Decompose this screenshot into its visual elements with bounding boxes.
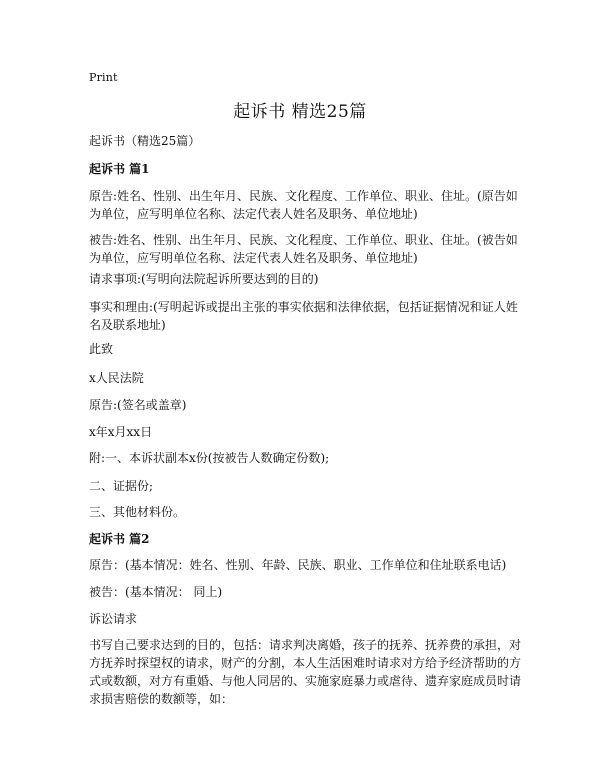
attachment-line-1: 附:一、本诉状副本x份(按被告人数确定份数);	[89, 451, 330, 465]
litigation-request-heading: 诉讼请求	[89, 612, 138, 626]
claims-paragraph: 请求事项:(写明向法院起诉所要达到的目的)	[89, 272, 319, 286]
page-title: 起诉书 精选25篇	[233, 102, 367, 122]
section-heading-1: 起诉书 篇1	[89, 162, 150, 176]
plaintiff-paragraph: 原告:姓名、性别、出生年月、民族、文化程度、工作单位、职业、住址。(原告如为单位，应写明单位名称、法定代表人姓名及职务、单位地址)	[89, 189, 518, 221]
attachment-line-3: 三、其他材料份。	[89, 505, 186, 519]
attachment-line-2: 二、证据份;	[89, 479, 154, 493]
document-subtitle: 起诉书（精选25篇）	[89, 134, 201, 148]
court-name-text: x人民法院	[89, 371, 144, 385]
litigation-request-paragraph: 书写自己要求达到的目的，包括：请求判决离婚，孩子的抚养、抚养费的承担，对方抚养时探望权的请求，财产的分割，本人生活困难时请求对方给予经济帮助的方式或数额，对方有重婚、与他人同居的、实施家庭暴力或虐待、遗弃家庭成员时请求损害赔偿的数额等，如：	[89, 638, 522, 706]
plaintiff-paragraph-2: 原告：(基本情况：姓名、性别、年龄、民族、职业、工作单位和住址联系电话)	[89, 558, 507, 572]
facts-paragraph: 事实和理由:(写明起诉或提出主张的事实依据和法律依据，包括证据情况和证人姓名及联系地址)	[89, 300, 518, 332]
salutation-text: 此致	[89, 342, 114, 356]
section-heading-2: 起诉书 篇2	[89, 532, 150, 546]
print-label[interactable]: Print	[89, 71, 118, 84]
defendant-paragraph-2: 被告：(基本情况： 同上)	[89, 585, 223, 599]
signature-line: 原告:(签名或盖章)	[89, 398, 187, 412]
date-line: x年x月xx日	[89, 425, 153, 439]
defendant-paragraph: 被告:姓名、性别、出生年月、民族、文化程度、工作单位、职业、住址。(被告如为单位，应写明单位名称、法定代表人姓名及职务、单位地址)	[89, 233, 518, 265]
